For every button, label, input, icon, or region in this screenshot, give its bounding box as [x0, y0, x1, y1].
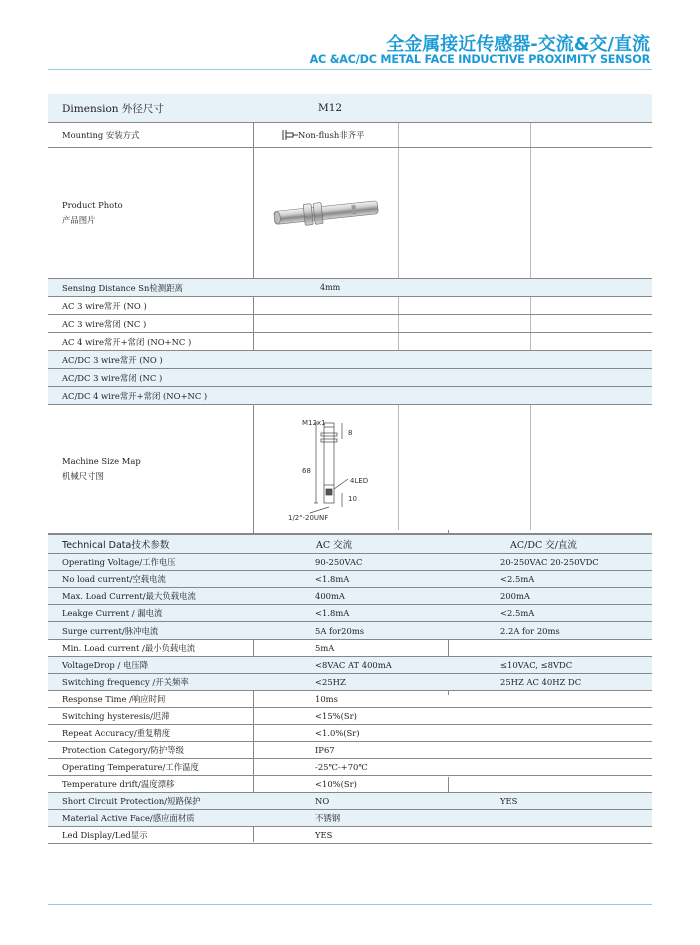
tech-row-ac-value: 5mA — [315, 643, 335, 653]
tech-row — [48, 725, 652, 742]
tech-row-acdc-value: ≤10VAC, ≤8VDC — [500, 660, 573, 670]
tech-row-ac-value: <1.8mA — [315, 608, 350, 618]
tech-row-acdc-value: <2.5mA — [500, 608, 535, 618]
tech-row-ac-value: 90-250VAC — [315, 557, 363, 567]
map-label — [62, 405, 141, 533]
sensing-value: 4mm — [320, 283, 341, 292]
tech-row-label: Protection Category/防护等级 — [62, 745, 185, 755]
product-photo — [270, 192, 385, 234]
mounting-label: Mounting 安装方式 — [62, 130, 140, 140]
tech-row — [48, 674, 652, 691]
non-flush-symbol-icon — [280, 129, 298, 141]
tech-row — [48, 810, 652, 827]
header-divider — [48, 69, 652, 70]
tech-row-ac-value: NO — [315, 796, 330, 806]
tech-row-ac-value: <25HZ — [315, 677, 346, 687]
page-title-cn: 全金属接近传感器-交流&交/直流 — [386, 34, 650, 55]
tech-row-ac-value: YES — [315, 830, 333, 840]
tech-row-label: Switching hysteresis/迟滞 — [62, 711, 170, 721]
tech-row — [48, 622, 652, 640]
dimension-row — [48, 94, 652, 123]
tech-row — [48, 793, 652, 810]
dimension-value: M12 — [318, 102, 343, 114]
tech-row-label: No load current/空载电流 — [62, 574, 166, 584]
wiring-row — [48, 351, 652, 369]
drawing-length-dim: 68 — [302, 467, 311, 475]
tech-row — [48, 691, 652, 708]
mounting-value: Non-flush非齐平 — [298, 130, 365, 140]
tech-row — [48, 657, 652, 674]
tech-row — [48, 605, 652, 622]
tech-row-label: Material Active Face/感应面材质 — [62, 813, 195, 823]
drawing-top-dim: 8 — [348, 429, 353, 437]
tech-row — [48, 554, 652, 571]
tech-row-acdc-value: <2.5mA — [500, 574, 535, 584]
wiring-label: AC 4 wire常开+常闭 (NO+NC ) — [62, 336, 192, 347]
wiring-row — [48, 297, 652, 315]
mounting-row — [48, 123, 652, 148]
drawing-thread-label: M12x1 — [302, 419, 326, 427]
wiring-row — [48, 333, 652, 351]
tech-row-label: Temperature drift/温度漂移 — [62, 779, 175, 789]
tech-row — [48, 588, 652, 605]
tech-row — [48, 708, 652, 725]
tech-row-acdc-value: YES — [500, 796, 518, 806]
tech-row-label: Short Circuit Protection/短路保护 — [62, 796, 201, 806]
tech-row — [48, 827, 652, 844]
tech-row-ac-value: <1.0%(Sr) — [315, 728, 360, 738]
tech-row-acdc-value: 20-250VAC 20-250VDC — [500, 557, 599, 567]
tech-row-ac-value: -25℃-+70℃ — [315, 762, 368, 772]
photo-label — [62, 148, 123, 278]
tech-row-label: Operating Temperature/工作温度 — [62, 762, 199, 772]
tech-row-label: Response Time /响应时间 — [62, 694, 166, 704]
tech-row-ac-value: <8VAC AT 400mA — [315, 660, 392, 670]
wiring-label: AC/DC 3 wire常开 (NO ) — [62, 354, 163, 365]
tech-row-label: Operating Voltage/工作电压 — [62, 557, 176, 567]
drawing-bottom-dim: 10 — [348, 495, 357, 503]
wiring-label: AC 3 wire常开 (NO ) — [62, 300, 147, 311]
wiring-row — [48, 387, 652, 405]
tech-row — [48, 759, 652, 776]
wiring-row — [48, 369, 652, 387]
tech-row — [48, 571, 652, 588]
drawing-led-label: 4LED — [350, 477, 369, 485]
tech-row-label: Surge current/脉冲电流 — [62, 625, 159, 636]
tech-row-label: Repeat Accuracy/重复精度 — [62, 728, 171, 738]
tech-row-label: Switching frequency /开关频率 — [62, 677, 189, 687]
tech-header-label: Technical Data技术参数 — [62, 540, 170, 551]
tech-row-acdc-value: 25HZ AC 40HZ DC — [500, 677, 582, 687]
wiring-label: AC/DC 3 wire常闭 (NC ) — [62, 372, 163, 383]
tech-row-ac-value: 10ms — [315, 694, 338, 704]
tech-row-ac-value: 400mA — [315, 591, 345, 601]
col-acdc-header: AC/DC 交/直流 — [510, 540, 577, 551]
col-ac-header: AC 交流 — [316, 540, 353, 551]
spec-table — [48, 94, 652, 844]
tech-row — [48, 742, 652, 759]
tech-row-label: Leakge Current / 漏电流 — [62, 608, 163, 618]
tech-row-label: Max. Load Current/最大负载电流 — [62, 591, 196, 601]
sensing-distance-row — [48, 279, 652, 297]
dimension-drawing — [280, 415, 390, 527]
tech-row-acdc-value: 2.2A for 20ms — [500, 625, 560, 636]
tech-row — [48, 776, 652, 793]
product-photo-row — [48, 148, 652, 279]
tech-row — [48, 640, 652, 657]
wiring-row — [48, 315, 652, 333]
tech-rows — [48, 554, 652, 844]
wiring-label: AC/DC 4 wire常开+常闭 (NO+NC ) — [62, 390, 208, 401]
mounting-value-wrap — [280, 123, 364, 147]
tech-row-ac-value: <1.8mA — [315, 574, 350, 584]
tech-row-ac-value: <15%(Sr) — [315, 711, 357, 721]
wiring-label: AC 3 wire常闭 (NC ) — [62, 318, 147, 329]
photo-label-cn: 产品图片 — [62, 215, 96, 225]
tech-row-label: Min. Load current /最小负载电流 — [62, 643, 196, 653]
tech-row-acdc-value: 200mA — [500, 591, 530, 601]
photo-label-en: Product Photo — [62, 200, 123, 210]
map-label-cn: 机械尺寸图 — [62, 471, 104, 481]
page-title-en: AC &AC/DC METAL FACE INDUCTIVE PROXIMITY SENSOR — [309, 53, 650, 66]
machine-size-map-row — [48, 405, 652, 534]
tech-row-ac-value: IP67 — [315, 745, 335, 755]
tech-row-ac-value: <10%(Sr) — [315, 779, 357, 789]
tech-row-ac-value: 不锈钢 — [315, 813, 341, 823]
tech-row-label: VoltageDrop / 电压降 — [62, 660, 149, 670]
tech-row-label: Led Display/Led显示 — [62, 830, 148, 840]
map-label-en: Machine Size Map — [62, 456, 141, 466]
tech-row-ac-value: 5A for20ms — [315, 625, 365, 636]
footer-divider — [48, 904, 652, 905]
tech-header-row — [48, 534, 652, 554]
sensing-label: Sensing Distance Sn检测距离 — [62, 282, 183, 293]
drawing-cable-thread: 1/2"-20UNF — [288, 514, 329, 522]
dimension-label: Dimension 外径尺寸 — [62, 102, 164, 115]
